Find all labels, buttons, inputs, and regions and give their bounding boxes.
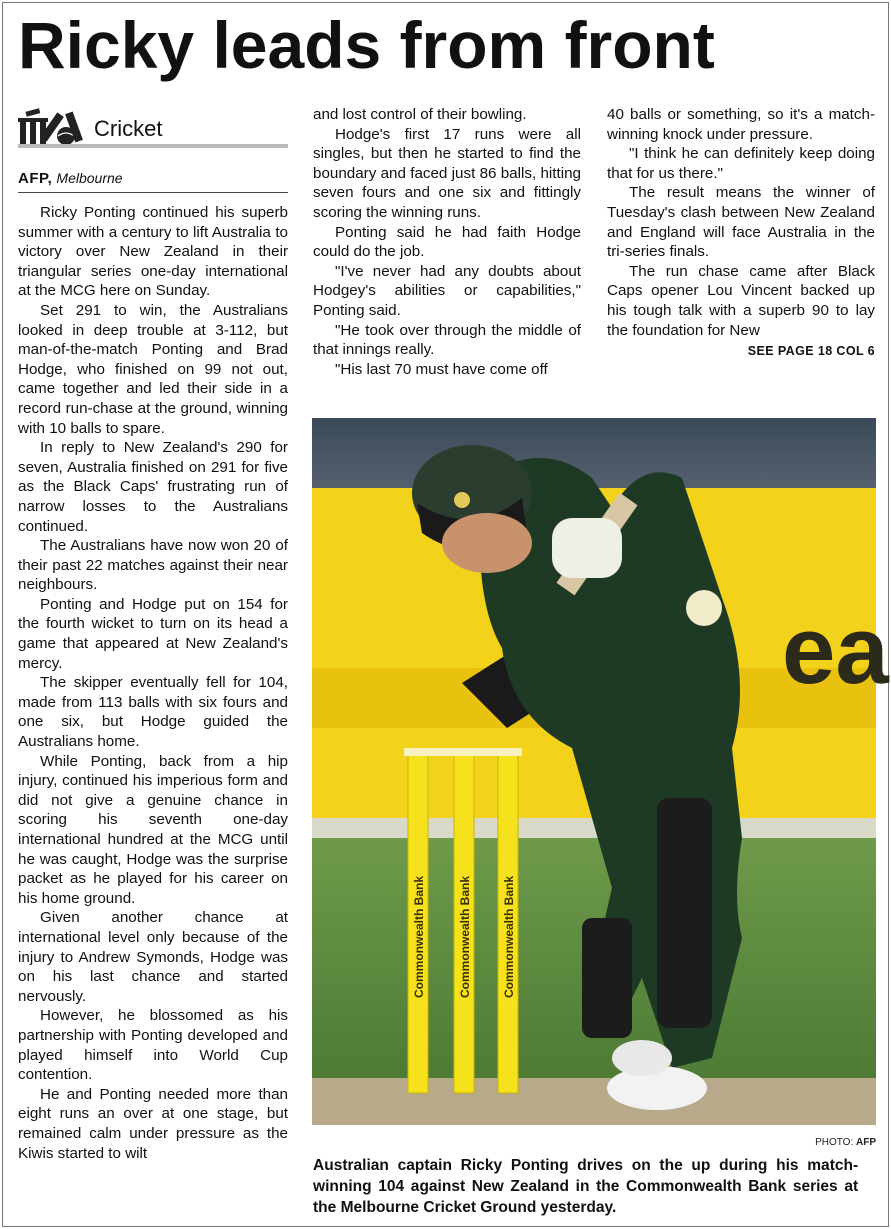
svg-text:Commonwealth Bank: Commonwealth Bank [502,875,516,998]
photo-credit-label: PHOTO: [815,1137,854,1148]
article-column-1 [18,203,288,1163]
paragraph: Ricky Ponting continued his superb summer with a century to lift Australia to victory over New Zealand in their triangular series one-day international at the MCG here on Sunday. [18,204,288,300]
paragraph: The Australians have now won 20 of their past 22 matches against their near neighbours. [18,537,288,594]
news-photo [312,418,889,1125]
article-column-2 [313,105,581,379]
paragraph: He and Ponting needed more than eight runs an over at one stage, but remained calm under pressure as the Kiwis started to wilt [18,1085,288,1162]
byline-rule [18,192,288,193]
paragraph: Set 291 to win, the Australians looked in deep trouble at 3-112, but man-of-the-match Ponting and Brad Hodge, who finished on 99 not out, came together and led their side in a record run-chase at the ground, winning with 10 balls to spare. [18,301,288,437]
paragraph: "I've never had any doubts about Hodgey's abilities or capabilities," Ponting said. [313,262,581,319]
byline-place: Melbourne [56,170,123,186]
paragraph: "I think he can definitely keep doing that for us there." [607,145,875,182]
paragraph: Hodge's first 17 runs were all singles, but then he started to find the boundary and faced just 86 balls, hitting seven fours and one six and fittingly scoring the winning runs. [313,125,581,221]
photo-caption: Australian captain Ricky Ponting drives on the up during his match-winning 104 against New Zealand in the Commonwealth Bank series at the Melbourne Cricket Ground yesterday. [313,1157,859,1216]
headline: Ricky leads from front [18,8,715,82]
svg-text:ea: ea [782,597,889,704]
paragraph: "He took over through the middle of that innings really. [313,321,581,359]
paragraph: Given another chance at international level only because of the injury to Andrew Symonds, Hodge was on his last chance and started nervously. [18,909,288,1005]
paragraph: In reply to New Zealand's 290 for seven, Australia finished on 291 for five as the Black Caps' frustrating run of narrow losses to the Australians continued. [18,439,288,535]
photo-credit [815,1137,876,1148]
stumps [404,748,522,1093]
photo-credit-agency: AFP [856,1137,876,1148]
paragraph: The result means the winner of Tuesday's clash between New Zealand and England will face Australia in the tri-series finals. [607,184,875,261]
paragraph: "His last 70 must have come off [335,360,548,378]
section-rule [18,144,288,148]
jump-line: SEE PAGE 18 COL 6 [747,344,875,359]
paragraph: Ponting and Hodge put on 154 for the fourth wicket to turn on its head a game that appeared at New Zealand's mercy. [18,595,288,672]
banner-text [782,597,889,704]
paragraph: The skipper eventually fell for 104, made from 113 balls with six fours and one six, but Hodge guided the Australians home. [18,674,288,751]
byline [18,168,123,189]
batsman-photo-illustration [312,418,889,1125]
svg-text:Commonwealth Bank: Commonwealth Bank [412,875,426,998]
paragraph: While Ponting, back from a hip injury, continued his imperious form and did not give a genuine chance in scoring his seventh one-day international hundred at the MCG until he was caught, Hodge was the surprise packet as he played for his career on his home ground. [18,752,288,907]
byline-agency: AFP, [18,170,53,187]
paragraph: However, he blossomed as his partnership with Ponting developed and played himself into World Cup contention. [18,1007,288,1084]
paragraph: The run chase came after Black Caps opener Lou Vincent backed up his tough talk with a superb 90 to lay the foundation for New [607,262,875,339]
section-label: Cricket [94,116,163,141]
paragraph: Ponting said he had faith Hodge could do the job. [313,223,581,261]
paragraph: 40 balls or something, so it's a match-winning knock under pressure. [607,106,875,143]
svg-text:Commonwealth Bank: Commonwealth Bank [458,875,472,998]
section-header [18,104,288,146]
paragraph: and lost control of their bowling. [313,106,527,123]
cricket-bat-ball-stumps-icon [18,108,88,146]
article-column-3 [607,105,875,362]
